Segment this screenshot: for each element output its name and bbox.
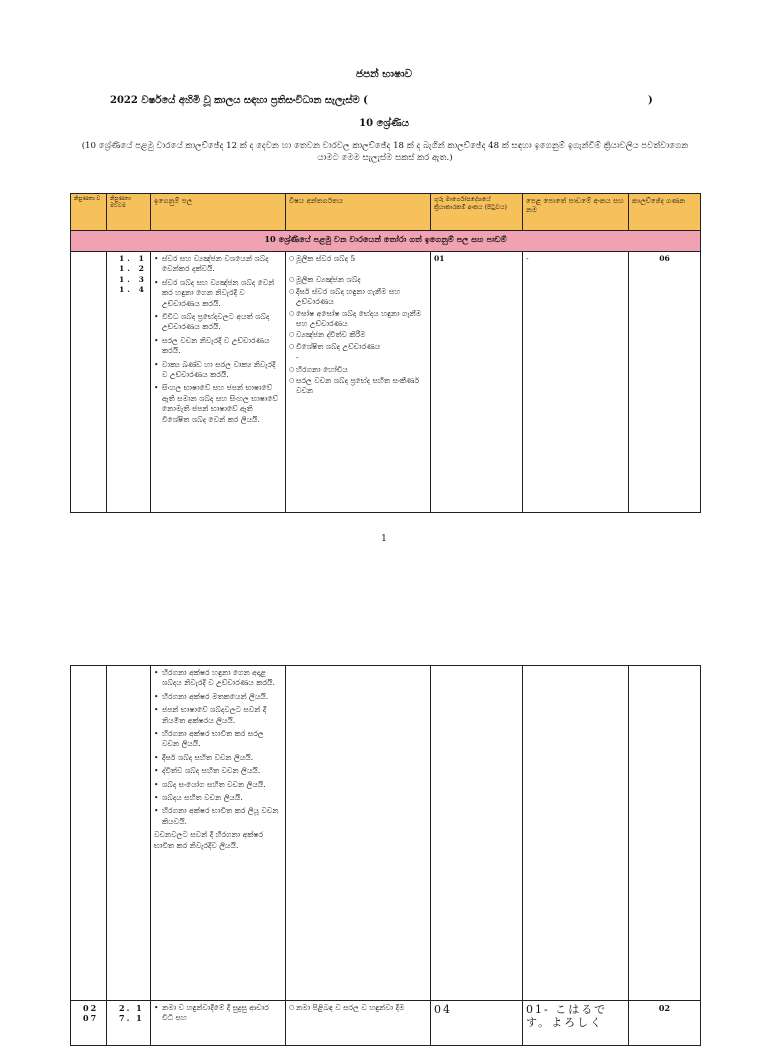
col-header-periods: කාලච්ඡේද ගණන — [629, 194, 701, 231]
lesson-cell: - — [523, 252, 629, 513]
outcome-item: • හිරගනා අක්ෂර භාවිත කර සරල වචන ලියයි. — [154, 729, 282, 750]
outcome-item: • හිරගනා අක්ෂර හඳුනා ගෙන අදාළ ශබ්දය නිවැරදි ව උච්චාරණය කරයි. — [154, 668, 282, 689]
col-header-outcomes: ඉගෙනුම් පල — [151, 194, 286, 231]
content-item: ○ ව්‍යඤ්ජන ද්විත්ව කිරීම — [289, 330, 427, 340]
activity-cell: 04 — [431, 1001, 523, 1046]
content-item: ○ දීර්ඝ ස්වර ශබ්ද හඳුනා ගැනීම සහ උච්චාරණය — [289, 287, 427, 308]
table-row — [71, 1001, 701, 1046]
content-item: ○ සරල වචන ශබ්ද ප්‍රභේද සහිත සංකීර්ණ වචන — [289, 376, 427, 397]
col-header-activity: ගුරු මාර්ගෝපදේශයේ ක්‍රියාකාරකම් අංකය (පිටුවය) — [431, 194, 523, 231]
subtitle-close: ) — [648, 95, 653, 106]
section-title: 10 ශ්‍රේණියේ පළමු වන වාරයෙන් තෝරා ගත් ඉගෙනුම් පල සහ පාඩම් — [71, 231, 701, 252]
content-item: ○ විශේෂිත ශබ්ද උච්චාරණය — [289, 342, 427, 352]
outcomes-cell — [151, 252, 286, 513]
outcome-item: • හිරගනා අක්ෂර භාවිත කර ලියූ වචන කියවයි. — [154, 806, 282, 827]
periods-cell — [629, 666, 701, 1001]
col-header-content: විෂය අන්තර්ගතය — [286, 194, 431, 231]
outcomes-cell — [151, 666, 286, 1001]
grade-heading: 10 ශ්‍රේණිය — [359, 118, 409, 129]
activity-cell: 01 — [431, 252, 523, 513]
competency-cell — [71, 666, 107, 1001]
content-item: - — [296, 353, 299, 363]
col-header-level: නිපුණතා මට්ටම — [107, 194, 151, 231]
level-value: 1. 3 — [119, 274, 147, 284]
content-cell — [286, 666, 431, 1001]
content-cell — [286, 1001, 431, 1046]
document-subtitle — [110, 95, 670, 106]
content-item: ○ මූලික ස්වර ශබ්ද 5 — [289, 254, 427, 264]
outcome-tail: වචනවලට සවන් දී හිරගනා අක්ෂර භාවිත කර නිවැරදිව ලියයි. — [154, 830, 264, 850]
competency-cell — [71, 252, 107, 513]
lesson-cell: 01- こはるで す。よろしく — [523, 1001, 629, 1046]
outcome-item: • දීර්ඝ ශබ්ද සහිත වචන ලියයි. — [154, 753, 282, 763]
table-row — [71, 666, 701, 1001]
level-value: 1. 2 — [119, 264, 147, 274]
periods-cell: 02 — [629, 1001, 701, 1046]
level-cell — [107, 666, 151, 1001]
outcome-item: • සිංහල භාෂාවේ සහ ජපන් භාෂාවේ ඇති සමාන ශබ්ද සහ සිංහල භාෂාවේ නොමැති ජපන් භාෂාවේ ඇති විශේෂිත ශබ්ද වෙන් කර ලියයි. — [154, 383, 282, 425]
content-item: ○ ඝෝෂ අඝෝෂ ශබ්ද භේදය හඳුනා ගැනීම සහ උච්චාරණය — [289, 309, 427, 330]
section-row — [71, 231, 701, 252]
outcome-item: • ස්වර සහ ව්‍යඤ්ජන වශයෙන් ශබ්ද වෙන්කර දක්වයි. — [154, 254, 282, 275]
content-item: ○ නමා පිළිබඳ ව සරල ව හඳුන්වා දීම — [289, 1003, 427, 1013]
competency-cell: 02 07 — [71, 1001, 107, 1046]
activity-cell — [431, 666, 523, 1001]
level-value: 1. 1 — [119, 254, 147, 263]
plan-table-page1 — [70, 193, 701, 513]
level-cell — [107, 252, 151, 513]
document-title: ජපන් භාෂාව — [355, 68, 413, 80]
table-row — [71, 252, 701, 513]
outcome-item: • සරල වචන නිවැරදි ව උච්චාරණය කරයි. — [154, 336, 282, 357]
outcome-item: • ජපන් භාෂාවේ ශබ්දවලට සවන් දී නියමිත අක්ෂරය ලියයි. — [154, 705, 282, 726]
outcome-item: • ශබ්දය සහිත වචන ලියයි. — [154, 793, 282, 803]
periods-cell: 06 — [629, 252, 701, 513]
page-number: 1 — [381, 534, 387, 544]
level-cell: 2. 1 7. 1 — [107, 1001, 151, 1046]
content-spacer — [289, 265, 427, 274]
plan-table-page2 — [70, 665, 701, 1046]
content-item: ○ මූලික ව්‍යඤ්ජන ශබ්ද — [289, 275, 427, 285]
outcome-item: • නමා ව හඳුන්වාදීමේ දී සුදුසු ආචාර විධි සහ — [154, 1003, 282, 1023]
outcomes-cell — [151, 1001, 286, 1046]
outcome-item: • විවිධ ශබ්ද ප්‍රභේදවලට අයත් ශබ්ද උච්චාරණය කරයි. — [154, 312, 282, 333]
outcome-item: • වාක්‍ය ඛණ්ඩ හා සරල වාක්‍ය නිවැරදි ව උච්චාරණය කරයි. — [154, 360, 282, 381]
level-value: 1. 4 — [119, 285, 147, 295]
table-header-row — [71, 194, 701, 231]
outcome-item: • ශබ්ද සංයෝග සහිත වචන ලියයි. — [154, 780, 282, 790]
content-item: ○ හිරගනා හෝඩිය — [289, 365, 427, 375]
col-header-lesson: පෙළ පොතේ පාඩමේ අංකය සහ නම — [523, 194, 629, 231]
outcome-item: • ස්වර ශබ්ද සහ ව්‍යඤ්ජන ශබ්ද වෙන් කර හඳුනා ගෙන නිවැරදි ව උච්චාරණය කරයි. — [154, 278, 282, 309]
plan-note: (10 ශ්‍රේණියේ පළමු වාරයේ කාලච්ඡේද 12 ක් ද දෙවන හා තෙවන වාරවල කාලච්ඡේද 18 ක් ද බැගින් කාලච්ඡේද 48 ක් සඳහා ඉගෙනුම් ඉගැන්වීම් ක්‍රියාවලිය පවත්වාගෙන යාමට මෙම සැලැස්ම සකස් කර ඇත.) — [81, 141, 689, 163]
col-header-competency: නිපුණතා ව — [71, 194, 107, 231]
lesson-cell — [523, 666, 629, 1001]
outcome-item: • ද්විත්ව ශබ්ද සහිත වචන ලියයි. — [154, 766, 282, 776]
subtitle-text: 2022 වර්ෂයේ අහිමි වූ කාලය සඳහා ප්‍රතිසංවිධාන සැලැස්ම ( — [110, 95, 368, 106]
outcome-item: • හිරගනා අක්ෂර මතකයෙන් ලියයි. — [154, 692, 282, 702]
content-cell — [286, 252, 431, 513]
